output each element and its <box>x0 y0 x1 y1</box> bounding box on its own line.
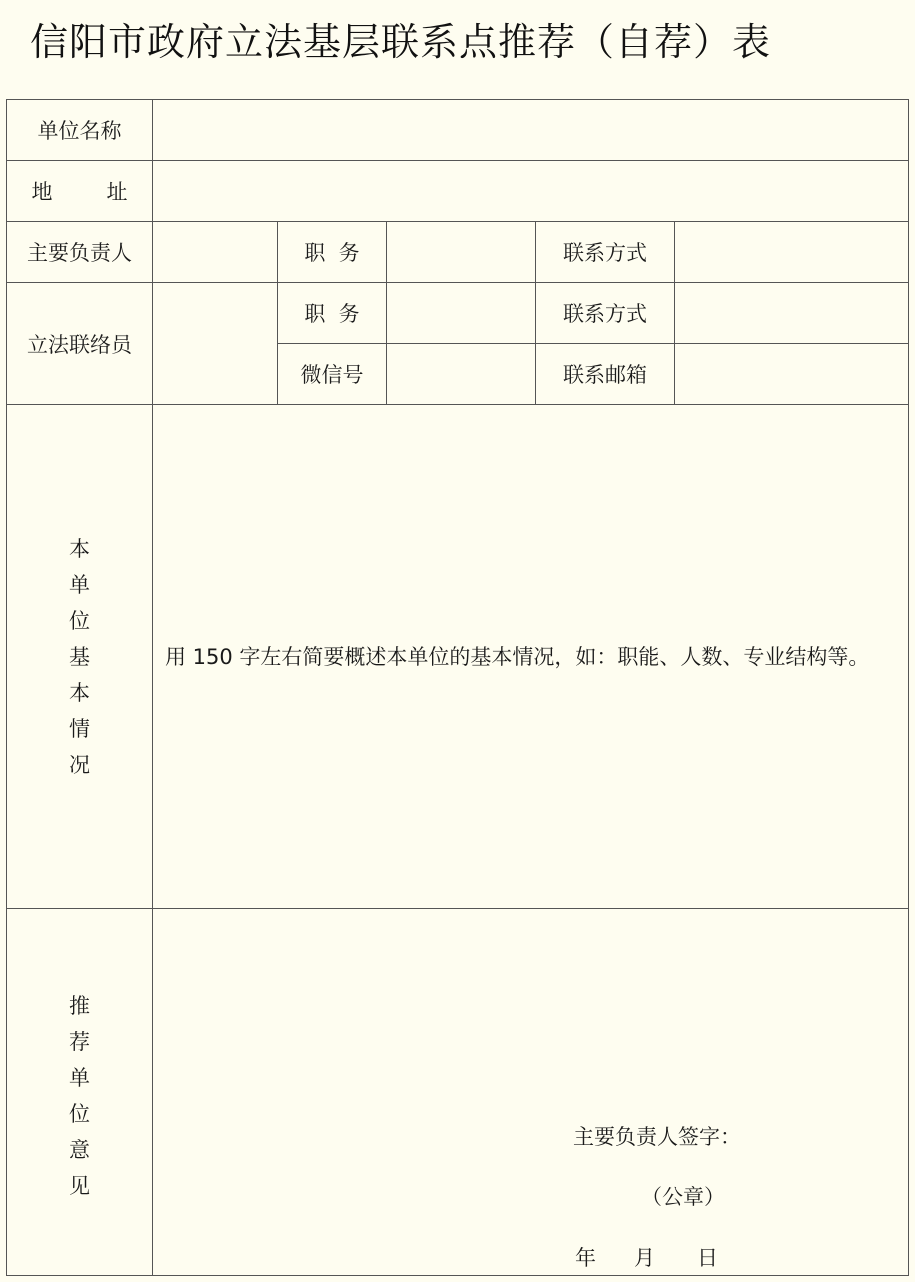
basic-info-label-char-3: 位 <box>69 608 90 633</box>
basic-info-label-char-1: 本 <box>69 536 90 561</box>
email-label: 联系邮箱 <box>536 344 675 405</box>
official-seal-label: （公章） <box>641 1185 725 1209</box>
basic-info-label-char-2: 单 <box>69 572 90 597</box>
wechat-label: 微信号 <box>278 344 387 405</box>
basic-info-label <box>7 405 153 909</box>
opinion-label-char-4: 位 <box>69 1102 90 1126</box>
liaison-name-field[interactable] <box>153 283 278 405</box>
page-title: 信阳市政府立法基层联系点推荐（自荐）表 <box>30 20 772 64</box>
opinion-field[interactable] <box>153 909 909 1276</box>
email-field[interactable] <box>675 344 909 405</box>
leader-position-field[interactable] <box>387 222 536 283</box>
liaison-label: 立法联络员 <box>7 283 153 405</box>
wechat-field[interactable] <box>387 344 536 405</box>
address-label-char-1: 地 <box>31 180 53 204</box>
basic-info-label-char-7: 况 <box>69 752 90 777</box>
basic-info-label-char-6: 情 <box>69 716 90 741</box>
basic-info-field[interactable] <box>153 405 909 909</box>
leader-label: 主要负责人 <box>7 222 153 283</box>
opinion-label-char-5: 意 <box>69 1138 90 1162</box>
recommendation-form-table <box>6 99 909 1276</box>
liaison-position-field[interactable] <box>387 283 536 344</box>
address-field[interactable] <box>153 161 909 222</box>
opinion-label-char-6: 见 <box>69 1174 90 1198</box>
address-label-char-2: 址 <box>106 180 128 204</box>
date-year-label: 年 <box>575 1246 596 1270</box>
address-label <box>7 161 153 222</box>
date-day-label: 日 <box>697 1246 718 1270</box>
leader-contact-field[interactable] <box>675 222 909 283</box>
basic-info-label-char-4: 基 <box>69 644 90 669</box>
leader-contact-label: 联系方式 <box>536 222 675 283</box>
basic-info-hint: 用 150 字左右简要概述本单位的基本情况，如：职能、人数、专业结构等。 <box>165 644 870 669</box>
opinion-label-char-2: 荐 <box>69 1030 90 1054</box>
opinion-label-char-1: 推 <box>69 994 90 1018</box>
leader-position-label: 职 务 <box>278 222 387 283</box>
liaison-position-label: 职 务 <box>278 283 387 344</box>
liaison-contact-label: 联系方式 <box>536 283 675 344</box>
leader-name-field[interactable] <box>153 222 278 283</box>
opinion-label-char-3: 单 <box>69 1066 90 1090</box>
date-month-label: 月 <box>634 1246 655 1270</box>
signature-label: 主要负责人签字： <box>573 1125 741 1149</box>
date-line <box>575 1242 718 1272</box>
opinion-label <box>7 909 153 1276</box>
basic-info-label-char-5: 本 <box>69 680 90 705</box>
unit-name-field[interactable] <box>153 100 909 161</box>
unit-name-label: 单位名称 <box>7 100 153 161</box>
liaison-contact-field[interactable] <box>675 283 909 344</box>
